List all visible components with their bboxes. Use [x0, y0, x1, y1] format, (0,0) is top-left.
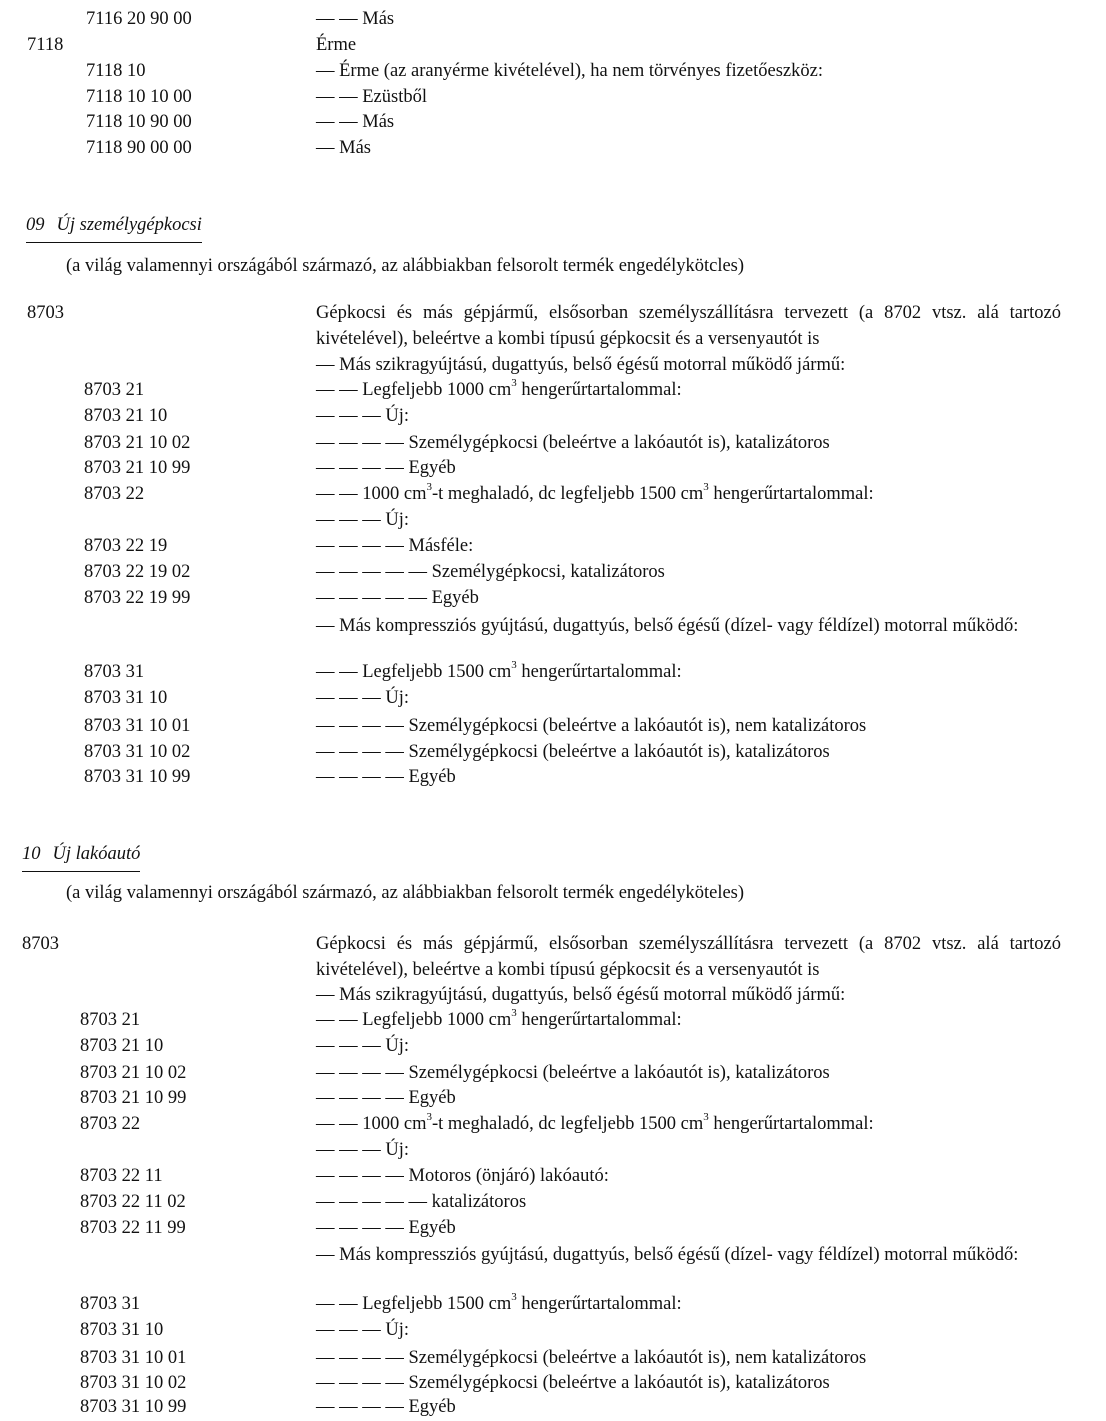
tariff-code: 8703 22 — [80, 1114, 141, 1134]
tariff-description: — — — — Motoros (önjáró) lakóautó: — [316, 1166, 609, 1186]
tariff-code: 8703 21 10 — [80, 1036, 164, 1056]
tariff-code: 8703 22 19 02 — [84, 562, 191, 582]
tariff-code: 8703 31 10 02 — [80, 1373, 187, 1393]
tariff-code: 8703 21 10 02 — [80, 1063, 187, 1083]
tariff-code: 8703 22 11 99 — [80, 1218, 186, 1238]
tariff-description: — — — Új: — [316, 1320, 410, 1340]
section-note: (a világ valamennyi országából származó, az alábbiakban felsorolt termék engedélykötcles) — [66, 256, 745, 276]
tariff-description: — — — Új: — [316, 1140, 410, 1160]
section-note: (a világ valamennyi országából származó, az alábbiakban felsorolt termék engedélyköteles) — [66, 883, 745, 903]
tariff-description: — — — Új: — [316, 406, 410, 426]
tariff-description: — — — Új: — [316, 510, 410, 530]
tariff-description: — Más — [316, 138, 371, 158]
tariff-description: — — — — Személygépkocsi (beleértve a lakóautót is), nem katalizátoros — [316, 716, 867, 736]
tariff-code: 8703 31 10 — [84, 688, 168, 708]
tariff-code: 8703 21 10 99 — [80, 1088, 187, 1108]
tariff-description: — — — — Személygépkocsi (beleértve a lakóautót is), katalizátoros — [316, 742, 830, 762]
tariff-code: 7116 20 90 00 — [86, 9, 192, 29]
tariff-description: — Más szikragyújtású, dugattyús, belső égésű motorral működő jármű: — [316, 355, 846, 375]
tariff-code: 8703 31 — [80, 1294, 141, 1314]
tariff-description: — — — — Személygépkocsi (beleértve a lakóautót is), katalizátoros — [316, 1373, 830, 1393]
tariff-description: — — — Új: — [316, 1036, 410, 1056]
tariff-description: Érme — [316, 35, 357, 55]
tariff-code: 8703 — [27, 303, 64, 323]
tariff-code: 8703 31 — [84, 662, 145, 682]
tariff-code: 8703 21 — [80, 1010, 141, 1030]
tariff-description: — — — — Egyéb — [316, 767, 456, 787]
tariff-description: — — — — Egyéb — [316, 1397, 456, 1417]
tariff-code: 8703 22 — [84, 484, 145, 504]
tariff-description: — — Más — [316, 112, 395, 132]
tariff-description: — — — — Másféle: — [316, 536, 474, 556]
tariff-code: 8703 31 10 01 — [80, 1348, 187, 1368]
tariff-description: — Más szikragyújtású, dugattyús, belső égésű motorral működő jármű: — [316, 985, 846, 1005]
tariff-code: 8703 22 19 99 — [84, 588, 191, 608]
tariff-code: 8703 31 10 01 — [84, 716, 191, 736]
tariff-description: — — Ezüstből — [316, 87, 427, 107]
tariff-description: — — — — Egyéb — [316, 1218, 456, 1238]
tariff-description: — — Legfeljebb 1000 $cm^3$ hengerűrtartalommal: — [316, 376, 682, 400]
tariff-code: 8703 21 10 02 — [84, 433, 191, 453]
tariff-description: — — — — — Személygépkocsi, katalizátoros — [316, 562, 665, 582]
tariff-description: Gépkocsi és más gépjármű, elsősorban személyszállításra tervezett (a 8702 vtsz. alá tartozó kivételével), beleértve a kombi típusú gépkocsit és a versenyautót is — [316, 934, 1061, 980]
tariff-code: 7118 10 — [86, 61, 146, 81]
tariff-code: 8703 31 10 99 — [84, 767, 191, 787]
tariff-description: — — — — Személygépkocsi (beleértve a lakóautót is), katalizátoros — [316, 433, 830, 453]
tariff-code: 7118 — [27, 35, 64, 55]
tariff-code: 8703 31 10 99 — [80, 1397, 187, 1417]
tariff-code: 8703 — [22, 934, 59, 954]
tariff-code: 8703 22 19 — [84, 536, 168, 556]
tariff-code: 7118 10 10 00 — [86, 87, 192, 107]
tariff-description: — — — — Személygépkocsi (beleértve a lakóautót is), nem katalizátoros — [316, 1348, 867, 1368]
tariff-description: — — — — — katalizátoros — [316, 1192, 527, 1212]
tariff-code: 7118 10 90 00 — [86, 112, 192, 132]
tariff-description: — — 1000 $cm^3-t$ meghaladó, dc legfeljebb 1500 $cm^3$ hengerűrtartalommal: — [316, 480, 874, 504]
tariff-description: — — Más — [316, 9, 395, 29]
tariff-code: 8703 22 11 02 — [80, 1192, 186, 1212]
tariff-code: 8703 31 10 — [80, 1320, 164, 1340]
section-heading — [22, 842, 140, 872]
tariff-code: 8703 21 — [84, 380, 145, 400]
tariff-description: — Érme (az aranyérme kivételével), ha nem törvényes fizetőeszköz: — [316, 61, 823, 81]
tariff-description: — — — — Személygépkocsi (beleértve a lakóautót is), katalizátoros — [316, 1063, 830, 1083]
section-title: Új lakóautó — [52, 844, 141, 864]
section-number: 10 — [22, 844, 41, 864]
tariff-code: 8703 21 10 — [84, 406, 168, 426]
tariff-description: — — — Új: — [316, 688, 410, 708]
tariff-description: — Más kompressziós gyújtású, dugattyús, belső égésű (dízel- vagy féldízel) motorral működő: — [316, 616, 1019, 636]
tariff-description: — — Legfeljebb 1500 $cm^3$ hengerűrtartalommal: — [316, 1290, 682, 1314]
tariff-code: 8703 31 10 02 — [84, 742, 191, 762]
section-title: Új személygépkocsi — [56, 215, 202, 235]
tariff-description: — — Legfeljebb 1500 $cm^3$ hengerűrtartalommal: — [316, 658, 682, 682]
section-heading — [26, 213, 202, 243]
tariff-description: — — — — Egyéb — [316, 1088, 456, 1108]
section-number: 09 — [26, 215, 45, 235]
tariff-code: 8703 21 10 99 — [84, 458, 191, 478]
tariff-description: — — — — Egyéb — [316, 458, 456, 478]
tariff-description: — — Legfeljebb 1000 $cm^3$ hengerűrtartalommal: — [316, 1006, 682, 1030]
tariff-description: — Más kompressziós gyújtású, dugattyús, belső égésű (dízel- vagy féldízel) motorral működő: — [316, 1245, 1019, 1265]
tariff-description: — — 1000 $cm^3-t$ meghaladó, dc legfeljebb 1500 $cm^3$ hengerűrtartalommal: — [316, 1110, 874, 1134]
tariff-code: 7118 90 00 00 — [86, 138, 192, 158]
tariff-description: Gépkocsi és más gépjármű, elsősorban személyszállításra tervezett (a 8702 vtsz. alá tartozó kivételével), beleértve a kombi típusú gépkocsit és a versenyautót is — [316, 303, 1061, 349]
tariff-description: — — — — — Egyéb — [316, 588, 479, 608]
tariff-code: 8703 22 11 — [80, 1166, 163, 1186]
